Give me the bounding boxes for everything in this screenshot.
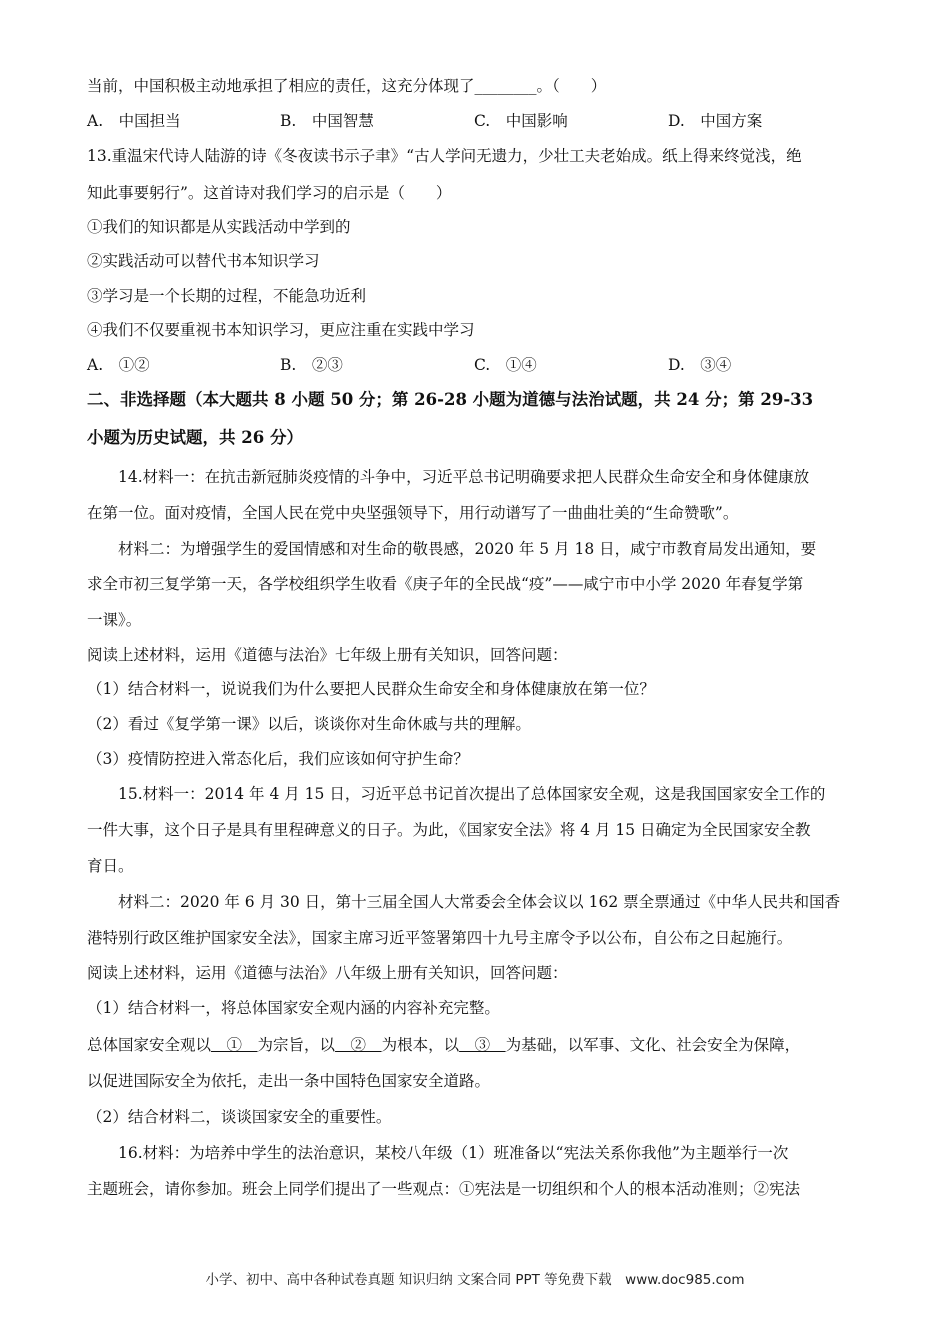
q15-prompt: 阅读上述材料，运用《道德与法治》八年级上册有关知识，回答问题： bbox=[87, 964, 568, 982]
q13-item-1: ①我们的知识都是从实践活动中学到的 bbox=[87, 218, 351, 236]
q12-stem: 当前，中国积极主动地承担了相应的责任，这充分体现了________。（ ） bbox=[87, 77, 607, 95]
q16-material-line2: 主题班会，请你参加。班会上同学们提出了一些观点：①宪法是一切组织和个人的根本活动准则；②宪法 bbox=[87, 1180, 801, 1198]
q14-prompt: 阅读上述材料，运用《道德与法治》七年级上册有关知识，回答问题： bbox=[87, 646, 568, 664]
q15-material1-line1: 15.材料一：2014 年 4 月 15 日，习近平总书记首次提出了总体国家安全观，这是我国国家安全工作的 bbox=[118, 785, 826, 803]
q15-material2-line1: 材料二：2020 年 6 月 30 日，第十三届全国人大常委会全体会议以 162 票全票通过《中华人民共和国香 bbox=[118, 893, 841, 911]
q14-question-2: （2）看过《复学第一课》以后，谈谈你对生命休戚与共的理解。 bbox=[87, 715, 531, 733]
section2-heading-line1: 二、非选择题（本大题共 8 小题 50 分；第 26-28 小题为道德与法治试题，共 24 分；第 29-33 bbox=[87, 390, 814, 409]
fill-text-d: 为基础，以军事、文化、社会安全为保障， bbox=[505, 1036, 801, 1054]
q13-item-3: ③学习是一个长期的过程，不能急功近利 bbox=[87, 287, 367, 305]
q15-material1-line3: 育日。 bbox=[87, 857, 134, 875]
q13-option-b: B. ②③ bbox=[280, 356, 343, 374]
q13-option-d: D. ③④ bbox=[668, 356, 732, 374]
q15-question-2: （2）结合材料二，谈谈国家安全的重要性。 bbox=[87, 1108, 392, 1126]
fill-blank-1: ① bbox=[211, 1036, 258, 1054]
q12-option-c: C. 中国影响 bbox=[474, 112, 568, 130]
q14-material1-line2: 在第一位。面对疫情，全国人民在党中央坚强领导下，用行动谱写了一曲曲壮美的“生命赞歌”。 bbox=[87, 504, 739, 522]
q13-stem-line2: 知此事要躬行”。这首诗对我们学习的启示是（ ） bbox=[87, 184, 452, 202]
q15-question-1: （1）结合材料一，将总体国家安全观内涵的内容补充完整。 bbox=[87, 999, 500, 1017]
fill-blank-3: ③ bbox=[459, 1036, 506, 1054]
q13-stem-line1: 13.重温宋代诗人陆游的诗《冬夜读书示子聿》“古人学问无遗力，少壮工夫老始成。纸上得来终觉浅，绝 bbox=[87, 147, 802, 165]
q14-material1-line1: 14.材料一：在抗击新冠肺炎疫情的斗争中，习近平总书记明确要求把人民群众生命安全和身体健康放 bbox=[118, 468, 810, 486]
q14-question-1: （1）结合材料一，说说我们为什么要把人民群众生命安全和身体健康放在第一位？ bbox=[87, 680, 655, 698]
section2-heading-line2: 小题为历史试题，共 26 分） bbox=[87, 428, 303, 447]
q14-material2-line3: 一课》。 bbox=[87, 611, 142, 629]
q15-material2-line2: 港特别行政区维护国家安全法》，国家主席习近平签署第四十九号主席令予以公布，自公布之日起施行。 bbox=[87, 929, 793, 947]
fill-blank-2: ② bbox=[335, 1036, 382, 1054]
q13-item-4: ④我们不仅要重视书本知识学习，更应注重在实践中学习 bbox=[87, 321, 475, 339]
q16-material-line1: 16.材料：为培养中学生的法治意识，某校八年级（1）班准备以“宪法关系你我他”为主题举行一次 bbox=[118, 1144, 789, 1162]
q13-option-a: A. ①② bbox=[87, 356, 150, 374]
q13-option-c: C. ①④ bbox=[474, 356, 537, 374]
q14-material2-line1: 材料二：为增强学生的爱国情感和对生命的敬畏感，2020 年 5 月 18 日，咸宁市教育局发出通知，要 bbox=[118, 540, 817, 558]
q15-fill-line2: 以促进国际安全为依托，走出一条中国特色国家安全道路。 bbox=[87, 1072, 491, 1090]
fill-text-a: 总体国家安全观以 bbox=[87, 1036, 212, 1054]
q14-material2-line2: 求全市初三复学第一天，各学校组织学生收看《庚子年的全民战“疫”——咸宁市中小学 2020 年春复学第 bbox=[87, 575, 804, 593]
q12-option-b: B. 中国智慧 bbox=[280, 112, 374, 130]
q15-fill-line1 bbox=[87, 1035, 800, 1055]
fill-text-c: 为根本，以 bbox=[381, 1036, 460, 1054]
q15-material1-line2: 一件大事，这个日子是具有里程碑意义的日子。为此，《国家安全法》将 4 月 15 日确定为全民国家安全教 bbox=[87, 821, 811, 839]
q14-question-3: （3）疫情防控进入常态化后，我们应该如何守护生命？ bbox=[87, 750, 469, 768]
q12-option-d: D. 中国方案 bbox=[668, 112, 763, 130]
page-footer: 小学、初中、高中各种试卷真题 知识归纳 文案合同 PPT 等免费下载 www.doc985.com bbox=[205, 1272, 745, 1288]
fill-text-b: 为宗旨，以 bbox=[257, 1036, 336, 1054]
q12-option-a: A. 中国担当 bbox=[87, 112, 181, 130]
q13-item-2: ②实践活动可以替代书本知识学习 bbox=[87, 252, 320, 270]
